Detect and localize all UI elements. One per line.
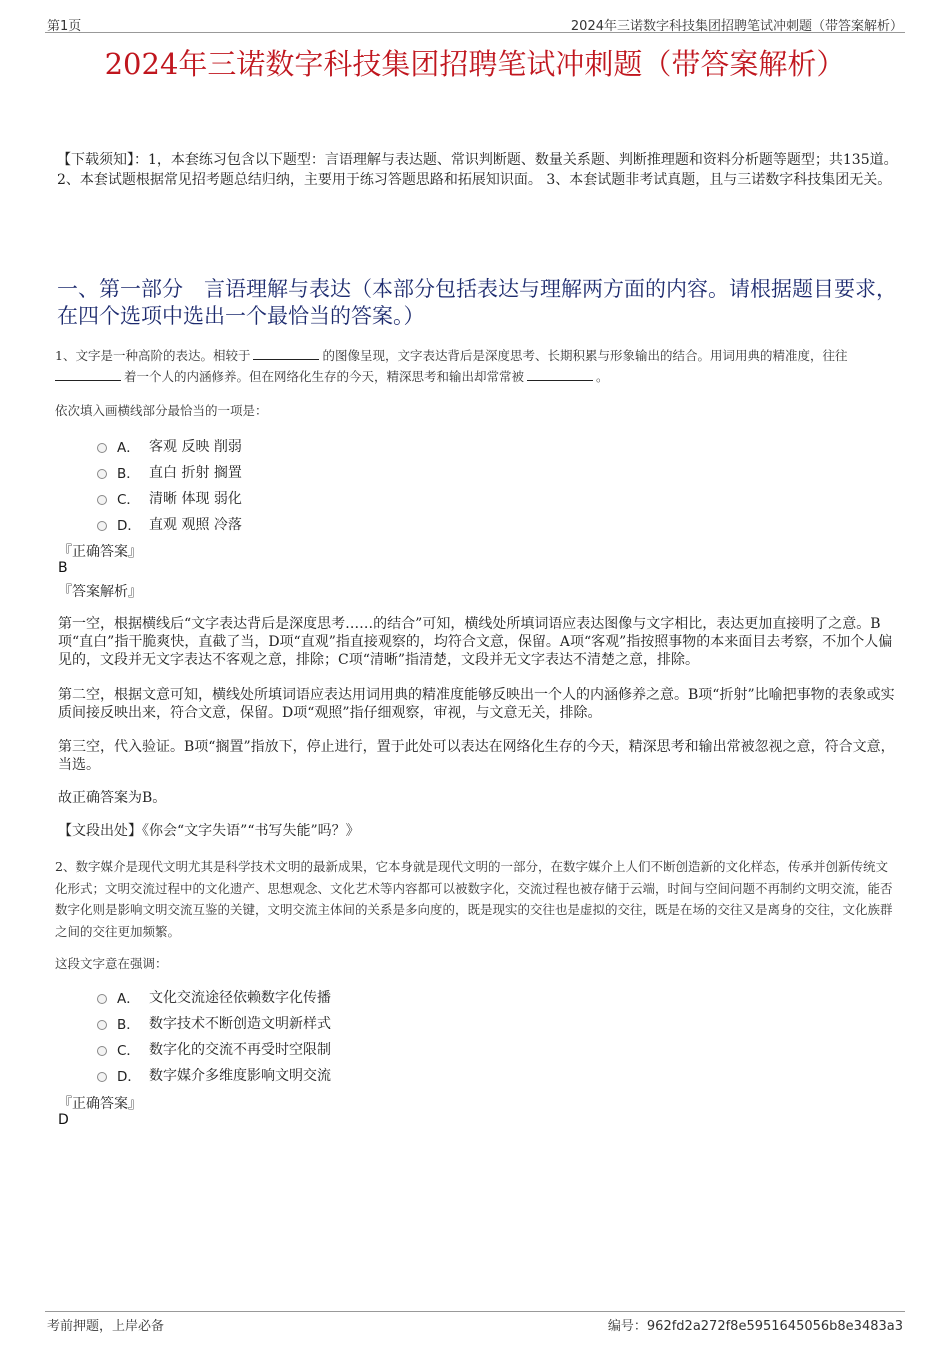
header-doc-title: 2024年三诺数字科技集团招聘笔试冲刺题（带答案解析） (570, 19, 903, 34)
option-text: 数字媒介多维度影响文明交流 (149, 1068, 331, 1084)
option-text: 数字化的交流不再受时空限制 (149, 1042, 331, 1058)
option-letter: D． (117, 518, 141, 534)
q1-text-part: 的图像呈现，文字表达背后是深度思考、长期积累与形象输出的结合。用词用典的精准度，往往 (322, 348, 848, 363)
answer-label: 『正确答案』 (58, 544, 142, 560)
option-a[interactable] (97, 433, 697, 459)
option-letter: A． (117, 991, 140, 1007)
q1-text-part: 着一个人的内涵修养。但在网络化生存的今天，精深思考和输出却常常被 (124, 369, 525, 384)
section-heading: 一、第一部分 言语理解与表达（本部分包括表达与理解两方面的内容。请根据题目要求，在四个选项中选出一个最恰当的答案。） (57, 277, 897, 328)
question-2-text: 2、数字媒介是现代文明尤其是科学技术文明的最新成果，它本身就是现代文明的一部分，在数字媒介上人们不断创造新的文化样态，传承并创新传统文化形式；文明交流过程中的文化遗产、思想观念、文化艺术等内容都可以被数字化，交流过程也被存储于云端，时间与空间问题不再制约文明交流，能否数字化则是影响文明交流互鉴的关键，文明交流主体间的关系是多向度的，既是现实的交往也是虚拟的交往，既是在场的交往又是离身的交往，文化族群之间的交往更加频繁。 (55, 859, 893, 939)
option-letter: B． (117, 1017, 140, 1033)
analysis-paragraph-1: 第一空，根据横线后“文字表达背后是深度思考……的结合”可知，横线处所填词语应表达图像与文字相比，表达更加直接明了之意。B项“直白”指干脆爽快，直截了当，D项“直观”指直接观察的，均符合文意，保留。A项“客观”指按照事物的本来面目去考察，不加个人偏见的，文段并无文字表达不客观之意，排除；C项“清晰”指清楚，文段并无文字表达不清楚之意，排除。 (58, 616, 893, 668)
answer-value: B (58, 560, 68, 576)
document-title: 2024年三诺数字科技集团招聘笔试冲刺题（带答案解析） (104, 47, 846, 81)
analysis-label: 『答案解析』 (58, 584, 142, 600)
radio-button[interactable] (97, 495, 107, 505)
option-c[interactable] (97, 485, 697, 511)
radio-button[interactable] (97, 443, 107, 453)
option-text: 直观 观照 冷落 (149, 517, 242, 533)
question-2-prompt: 这段文字意在强调： (55, 956, 168, 971)
option-text: 文化交流途径依赖数字化传播 (149, 990, 331, 1006)
option-text: 清晰 体现 弱化 (149, 491, 242, 507)
download-notice: 【下载须知】：1，本套练习包含以下题型：言语理解与表达题、常识判断题、数量关系题、判断推理题和资料分析题等题型；共135道。 2、本套试题根据常见招考题总结归纳，主要用于练习答题思路和拓展知识面。 3、本套试题非考试真题，且与三诺数字科技集团无关。 (57, 152, 898, 188)
option-b[interactable] (97, 1010, 697, 1036)
option-text: 数字技术不断创造文明新样式 (149, 1016, 331, 1032)
radio-button[interactable] (97, 1046, 107, 1056)
option-letter: C． (117, 492, 140, 508)
fill-blank (55, 368, 121, 381)
answer-value: D (58, 1112, 69, 1128)
page-header (45, 12, 905, 33)
page-number: 第1页 (47, 19, 82, 34)
q1-text-part: 1、文字是一种高阶的表达。相较于 (55, 348, 251, 363)
option-d[interactable] (97, 511, 697, 537)
question-1-prompt: 依次填入画横线部分最恰当的一项是： (55, 403, 268, 418)
option-text: 直白 折射 搁置 (149, 465, 242, 481)
radio-button[interactable] (97, 994, 107, 1004)
option-d[interactable] (97, 1062, 697, 1088)
analysis-paragraph-2: 第二空，根据文意可知，横线处所填词语应表达用词用典的精准度能够反映出一个人的内涵修养之意。B项“折射”比喻把事物的表象或实质间接反映出来，符合文意，保留。D项“观照”指仔细观察，审视，与文意无关，排除。 (58, 687, 895, 721)
text-source: 【文段出处】《你会“文字失语”“书写失能”吗？》 (58, 823, 360, 839)
option-a[interactable] (97, 984, 697, 1010)
option-letter: B． (117, 466, 140, 482)
radio-button[interactable] (97, 1072, 107, 1082)
option-letter: C． (117, 1043, 140, 1059)
option-letter: A． (117, 440, 140, 456)
radio-button[interactable] (97, 1020, 107, 1030)
question-1-options (97, 433, 697, 537)
option-text: 客观 反映 削弱 (149, 439, 242, 455)
option-b[interactable] (97, 459, 697, 485)
radio-button[interactable] (97, 521, 107, 531)
page-footer (45, 1311, 905, 1332)
question-2-options (97, 984, 697, 1088)
analysis-paragraph-3: 第三空，代入验证。B项“搁置”指放下，停止进行，置于此处可以表达在网络化生存的今天，精深思考和输出常被忽视之意，符合文意，当选。 (58, 739, 895, 773)
question-1-text (55, 345, 900, 387)
option-letter: D． (117, 1069, 141, 1085)
document-id: 编号：962fd2a272f8e5951645056b8e3483a3 (607, 1319, 903, 1334)
footer-slogan: 考前押题，上岸必备 (47, 1319, 165, 1334)
fill-blank (253, 347, 319, 360)
q1-text-part: 。 (596, 369, 609, 384)
fill-blank (527, 368, 593, 381)
analysis-conclusion: 故正确答案为B。 (58, 790, 167, 806)
option-c[interactable] (97, 1036, 697, 1062)
answer-label: 『正确答案』 (58, 1096, 142, 1112)
radio-button[interactable] (97, 469, 107, 479)
